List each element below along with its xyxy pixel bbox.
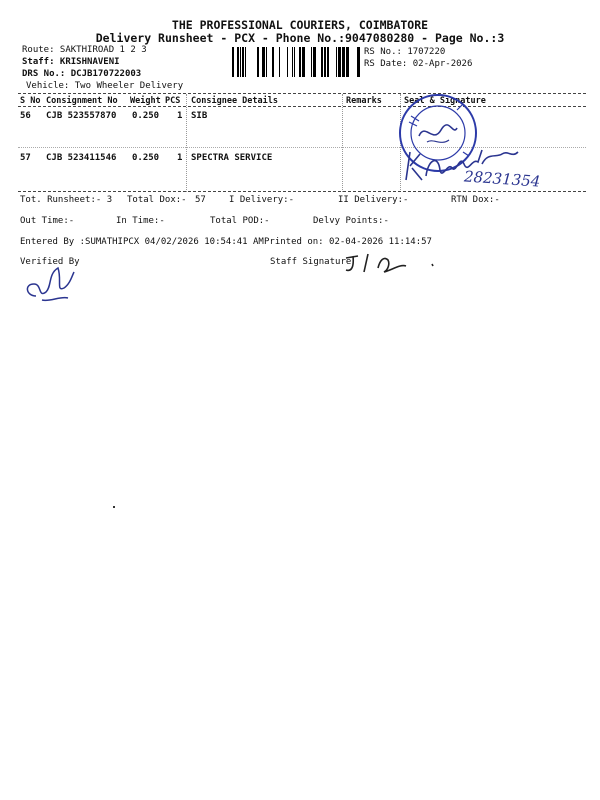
- staff-signature-label: Staff Signature: [270, 257, 352, 267]
- row-consignee: SPECTRA SERVICE: [191, 153, 273, 163]
- staff-signature-icon: [344, 250, 440, 276]
- col-remarks: Remarks: [346, 96, 382, 106]
- company-title: THE PROFESSIONAL COURIERS, COIMBATORE: [171, 18, 429, 32]
- row-consignment: CJB 523411546: [46, 153, 117, 163]
- route-label: Route: SAKTHIROAD 1 2 3: [22, 45, 147, 55]
- table-bottom-rule: [18, 191, 586, 192]
- in-time: In Time:-: [116, 216, 165, 226]
- i-delivery: I Delivery:-: [229, 195, 295, 205]
- column-divider: [342, 94, 343, 192]
- barcode-icon: [232, 47, 360, 77]
- col-pcs: PCS: [165, 96, 181, 106]
- col-sno: S No: [20, 96, 41, 106]
- total-dox-label: Total Dox:-: [127, 195, 187, 205]
- verified-by-label: Verified By: [20, 257, 80, 267]
- rtn-dox: RTN Dox:-: [451, 195, 500, 205]
- row-consignment: CJB 523557870: [46, 111, 117, 121]
- table-header-rule: [18, 106, 586, 107]
- out-time: Out Time:-: [20, 216, 75, 226]
- verifier-signature-icon: [16, 258, 78, 304]
- row-pcs: 1: [177, 153, 183, 163]
- handwritten-number: 28231354: [463, 167, 541, 191]
- scan-speck: [113, 506, 115, 508]
- vehicle-label: Vehicle: Two Wheeler Delivery: [26, 81, 184, 91]
- entered-by: Entered By :SUMATHIPCX 04/02/2026 10:54:41 AM: [20, 237, 264, 247]
- col-weight: Weight: [130, 96, 161, 106]
- drs-number: DRS No.: DCJB170722003: [22, 69, 142, 79]
- rs-number: RS No.: 1707220: [364, 47, 446, 57]
- row-sno: 56: [20, 111, 31, 121]
- staff-label: Staff: KRISHNAVENI: [22, 57, 120, 67]
- rs-date: RS Date: 02-Apr-2026: [364, 59, 473, 69]
- row-consignee: SIB: [191, 111, 208, 121]
- ii-delivery: II Delivery:-: [338, 195, 409, 205]
- printed-on: Printed on: 02-04-2026 11:14:57: [264, 237, 432, 247]
- row-sno: 57: [20, 153, 31, 163]
- table-top-rule: [18, 93, 586, 94]
- row-weight: 0.250: [132, 111, 160, 121]
- col-consignee: Consignee Details: [191, 96, 278, 106]
- row-weight: 0.250: [132, 153, 160, 163]
- col-seal-signature: Seal & Signature: [404, 96, 486, 106]
- delvy-points: Delvy Points:-: [313, 216, 389, 226]
- col-consignment: Consignment No: [46, 96, 118, 106]
- total-dox-value: 57: [195, 195, 206, 205]
- runsheet-subtitle: Delivery Runsheet - PCX - Phone No.:9047080280 - Page No.:3: [95, 31, 505, 45]
- tot-runsheet: Tot. Runsheet:- 3: [20, 195, 113, 205]
- row-pcs: 1: [177, 111, 183, 121]
- total-pod: Total POD:-: [210, 216, 270, 226]
- column-divider: [186, 94, 187, 192]
